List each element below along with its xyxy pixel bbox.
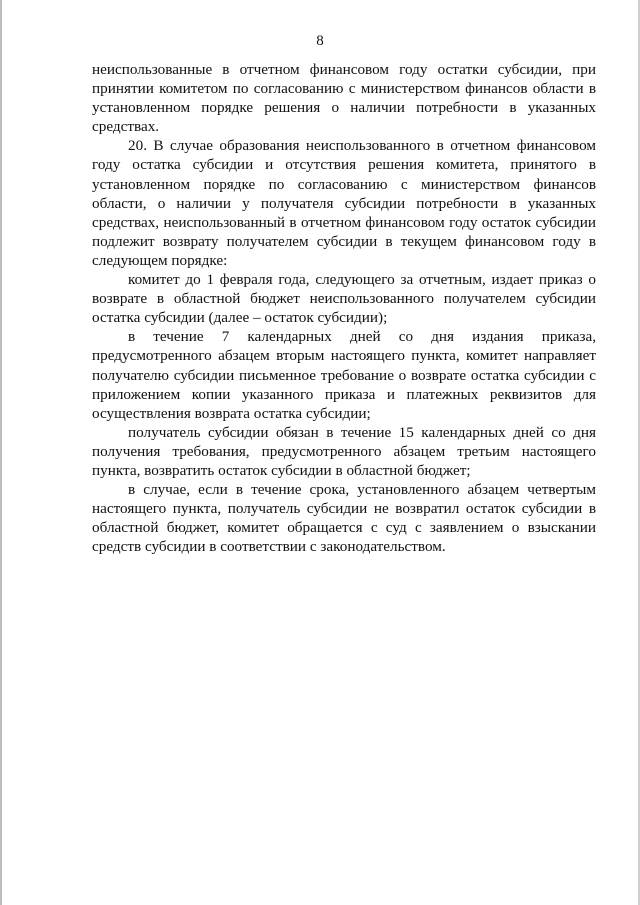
page-number: 8 [316, 33, 324, 49]
document-body [92, 60, 596, 556]
paragraph-return-obligation: получатель субсидии обязан в течение 15 календарных дней со дня получения требования, предусмотренного абзацем третьим настоящего пункта, возвратить остаток субсидии в областной бюджет; [92, 423, 596, 479]
scan-edge-left [0, 0, 2, 905]
paragraph-order-issuance: комитет до 1 февраля года, следующего за отчетным, издает приказ о возврате в областной бюджет неиспользованного получателем субсидии остатка субсидии (далее – остаток субсидии); [92, 271, 596, 327]
paragraph-continuation: неиспользованные в отчетном финансовом году остатки субсидии, при принятии комитетом по согласованию с министерством финансов области в установленном порядке решения о наличии потребности в указанных средствах. [92, 61, 596, 136]
paragraph-written-demand: в течение 7 календарных дней со дня издания приказа, предусмотренного абзацем вторым настоящего пункта, комитет направляет получателю субсидии письменное требование о возврате остатка субсидии с приложением копии указанного приказа и платежных реквизитов для осуществления возврата остатка субсидии; [92, 328, 596, 422]
paragraph-court-recovery: в случае, если в течение срока, установленного абзацем четвертым настоящего пункта, получатель субсидии не возвратил остаток субсидии в областной бюджет, комитет обращается с суд с заявлением о взыскании средств субсидии в соответствии с законодательством. [92, 481, 596, 556]
paragraph-item-20: 20. В случае образования неиспользованного в отчетном финансовом году остатка субсидии и отсутствия решения комитета, принятого в установленном порядке по согласованию с министерством финансов области, о наличии у получателя субсидии потребности в указанных средствах, неиспользованный в отчетном финансовом году остаток субсидии подлежит возврату получателем субсидии в текущем финансовом году в следующем порядке: [92, 137, 596, 269]
